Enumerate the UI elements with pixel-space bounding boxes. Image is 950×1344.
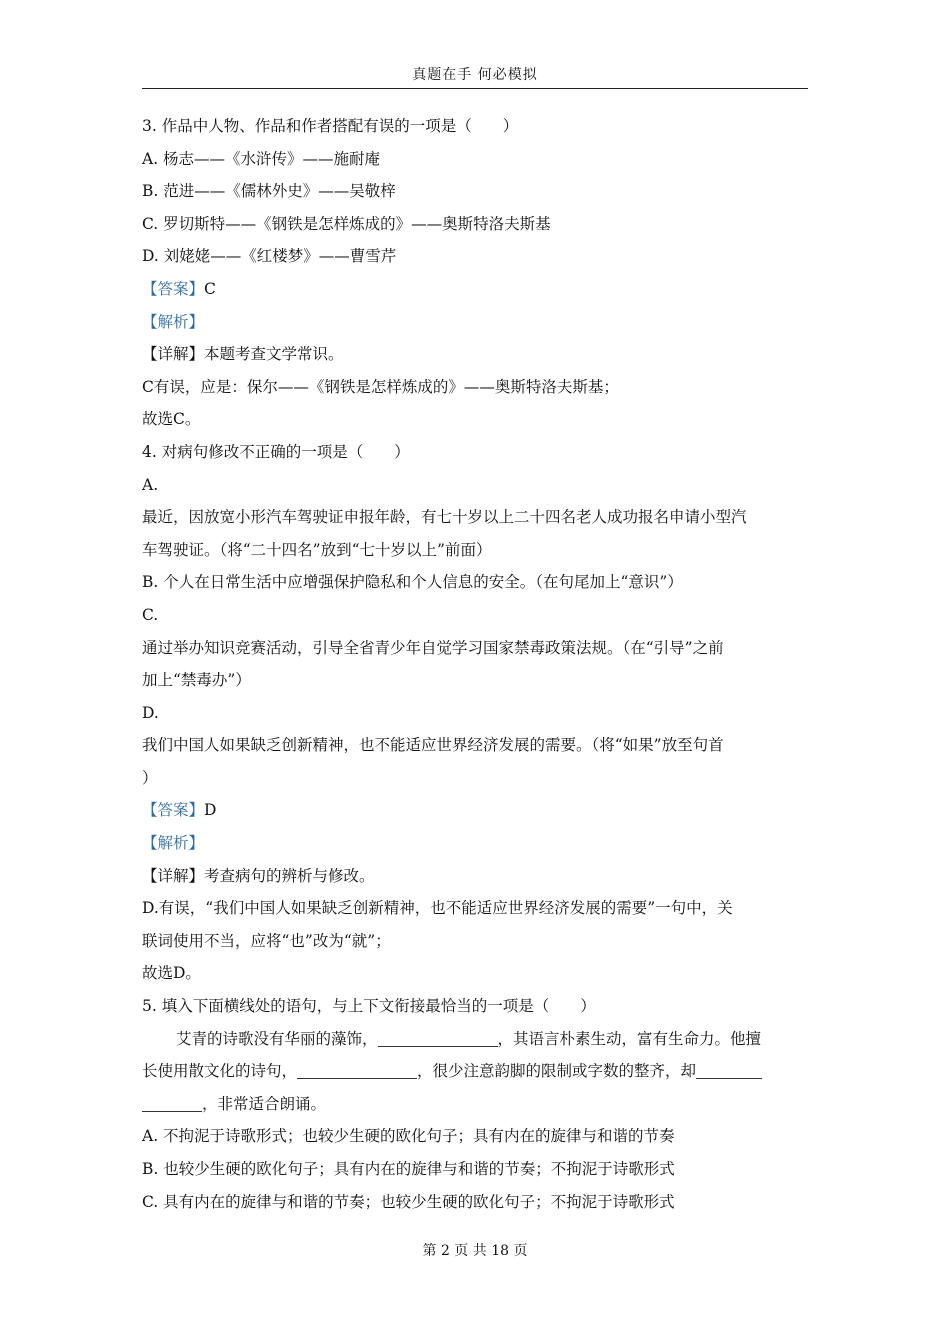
question-4-detail: 【详解】考查病句的辨析与修改。 (142, 866, 375, 885)
question-5-stem: 5. 填入下面横线处的语句，与上下文衔接最恰当的一项是（ ） (142, 997, 596, 1016)
question-4-option-d-line1: 我们中国人如果缺乏创新精神，也不能适应世界经济发展的需要。（将“如果”放至句首 (142, 736, 724, 755)
question-4-option-a-line1: 最近，因放宽小形汽车驾驶证申报年龄，有七十岁以上二十四名老人成功报名申请小型汽 (142, 508, 747, 527)
question-5-passage-line1 (142, 1023, 808, 1056)
answer-value: D (204, 801, 217, 820)
question-4-option-c-line2: 加上“禁毒办”） (142, 671, 251, 690)
question-3-analysis (142, 306, 808, 339)
passage-text: ，其语言朴素生动，富有生命力。他擅 (497, 1029, 762, 1048)
question-4-option-c-label: C. (142, 605, 159, 624)
answer-value: C (204, 279, 216, 298)
question-3-stem: 3. 作品中人物、作品和作者搭配有误的一项是（ ） (142, 117, 519, 135)
question-4-option-b: B. 个人在日常生活中应增强保护隐私和个人信息的安全。（在句尾加上“意识”） (142, 573, 683, 592)
question-3-conclusion: 故选C。 (142, 410, 201, 429)
question-4-option-c-line1: 通过举办知识竞赛活动，引导全省青少年自觉学习国家禁毒政策法规。（在“引导”之前 (142, 638, 724, 657)
fill-blank-1 (378, 1028, 498, 1047)
question-5-option-c: C. 具有内在的旋律与和谐的节奏；也较少生硬的欧化句子；不拘泥于诗歌形式 (142, 1192, 675, 1211)
passage-text: 长使用散文化的诗句， (142, 1062, 298, 1081)
question-4-option-d-label: D. (142, 703, 159, 722)
question-4-explanation-line1: D.有误，“我们中国人如果缺乏创新精神，也不能适应世界经济发展的需要”一句中，关 (142, 899, 733, 918)
answer-tag: 【答案】 (142, 279, 205, 298)
question-3-explanation: C有误，应是：保尔——《钢铁是怎样炼成的》——奥斯特洛夫斯基； (142, 377, 619, 396)
question-4-option-d-line2: ） (142, 768, 158, 787)
fill-blank-3-continued (142, 1093, 202, 1112)
question-5-passage-line2 (142, 1055, 808, 1088)
page-footer: 第 2 页 共 18 页 (422, 1243, 528, 1259)
question-5-option-b: B. 也较少生硬的欧化句子；具有内在的旋律与和谐的节奏；不拘泥于诗歌形式 (142, 1160, 675, 1178)
question-3-answer (142, 273, 808, 306)
header-divider (142, 88, 808, 89)
question-4-conclusion: 故选D。 (142, 964, 201, 983)
passage-text: ，很少注意韵脚的限制或字数的整齐，却 (417, 1062, 697, 1081)
question-4-option-a-label: A. (142, 475, 159, 494)
question-5-option-a: A. 不拘泥于诗歌形式；也较少生硬的欧化句子；具有内在的旋律与和谐的节奏 (142, 1127, 675, 1146)
question-5-passage-line3 (142, 1088, 808, 1121)
passage-text: 艾青的诗歌没有华丽的藻饰， (176, 1029, 378, 1048)
question-4-explanation-line2: 联词使用不当，应将“也”改为“就”； (142, 931, 391, 950)
question-3-option-a: A. 杨志——《水浒传》——施耐庵 (142, 149, 381, 168)
fill-blank-2 (297, 1060, 417, 1079)
question-4-stem: 4. 对病句修改不正确的一项是（ ） (142, 442, 410, 461)
question-3-option-c: C. 罗切斯特——《钢铁是怎样炼成的》——奥斯特洛夫斯基 (142, 214, 551, 233)
question-3-option-d: D. 刘姥姥——《红楼梦》——曹雪芹 (142, 247, 397, 266)
passage-text: ，非常适合朗诵。 (202, 1094, 327, 1113)
document-body (142, 110, 808, 1218)
question-4-option-a-line2: 车驾驶证。（将“二十四名”放到“七十岁以上”前面） (142, 540, 492, 559)
question-4-analysis (142, 827, 808, 860)
fill-blank-3 (696, 1060, 762, 1079)
question-3-option-b: B. 范进——《儒林外史》——吴敬梓 (142, 182, 396, 201)
answer-tag: 【答案】 (142, 801, 205, 820)
analysis-tag: 【解析】 (142, 312, 205, 331)
page-header: 真题在手 何必模拟 (412, 67, 538, 83)
question-4-answer (142, 794, 808, 827)
question-3-detail: 【详解】本题考查文学常识。 (142, 345, 344, 364)
analysis-tag: 【解析】 (142, 834, 205, 853)
